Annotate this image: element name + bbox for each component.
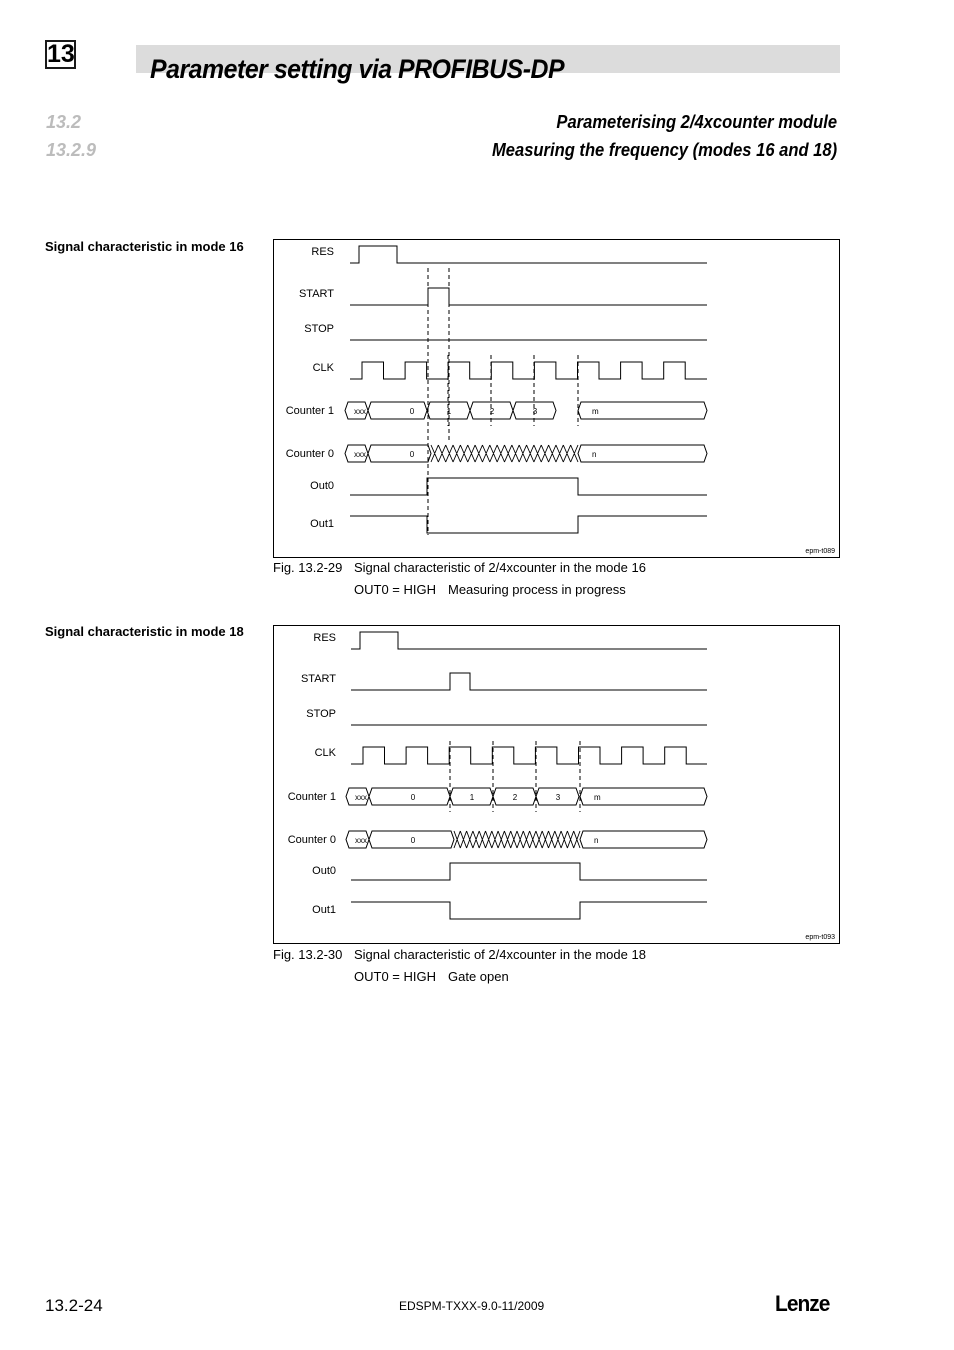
counter1-value: 2 xyxy=(512,793,518,802)
res-waveform xyxy=(350,246,707,263)
signal-label: Counter 1 xyxy=(287,791,336,803)
figure-note-text: Gate open xyxy=(448,969,509,984)
counter0-value: n xyxy=(594,836,599,845)
out0-waveform xyxy=(350,478,707,495)
out1-waveform xyxy=(351,902,707,919)
signal-label: STOP xyxy=(304,323,334,335)
signal-label: RES xyxy=(311,246,334,258)
counter0-value: 0 xyxy=(410,836,416,845)
chapter-number: 13 xyxy=(47,40,75,68)
signal-label: CLK xyxy=(314,747,336,759)
page-number: 13.2-24 xyxy=(45,1296,103,1315)
counter1-value: m xyxy=(592,407,599,416)
counter1-value: xxx xyxy=(355,793,367,802)
timing-diagram-svg xyxy=(274,240,841,559)
counter0-value: xxx xyxy=(355,836,367,845)
out1-waveform xyxy=(350,516,707,533)
counter0-bus xyxy=(578,445,707,462)
signal-label: Counter 0 xyxy=(285,448,334,460)
figure-caption-number: Fig. 13.2-30 xyxy=(273,947,343,962)
chapter-number-box xyxy=(45,40,76,69)
subsection-number: 13.2.9 xyxy=(46,140,97,160)
counter0-value: xxx xyxy=(354,450,366,459)
counter0-value: 0 xyxy=(409,450,415,459)
counter1-bus xyxy=(346,788,707,805)
timing-diagram xyxy=(273,625,840,944)
figure-note-label: OUT0 = HIGH xyxy=(354,582,436,597)
counter1-value: m xyxy=(594,793,601,802)
timing-diagram-svg xyxy=(274,626,841,945)
counter1-bus-segment xyxy=(368,402,427,419)
counter1-value: 3 xyxy=(532,407,538,416)
figure-caption-number: Fig. 13.2-29 xyxy=(273,560,343,575)
res-waveform xyxy=(351,632,707,649)
start-waveform xyxy=(351,673,707,690)
counter0-bus-segment xyxy=(578,445,707,462)
counter1-value: 0 xyxy=(409,407,415,416)
counter1-value: 0 xyxy=(410,793,416,802)
signal-label: CLK xyxy=(312,362,334,374)
figure-caption-text: Signal characteristic of 2/4xcounter in the mode 16 xyxy=(354,560,646,575)
figure-side-label: Signal characteristic in mode 18 xyxy=(45,624,244,639)
counter1-bus-segment xyxy=(369,788,450,805)
counter0-bus xyxy=(580,831,707,848)
brand-logo: Lenze xyxy=(775,1291,830,1316)
clk-waveform xyxy=(351,747,707,764)
section-number: 13.2 xyxy=(46,112,82,132)
clk-waveform xyxy=(350,362,707,379)
counter0-value: n xyxy=(592,450,597,459)
figure-side-label: Signal characteristic in mode 16 xyxy=(45,239,244,254)
signal-label: Counter 0 xyxy=(287,834,336,846)
figure-note-text: Measuring process in progress xyxy=(448,582,626,597)
image-code: epm-t093 xyxy=(805,934,835,941)
counter1-value: 3 xyxy=(555,793,561,802)
start-waveform xyxy=(350,288,707,305)
counter0-fast-count xyxy=(454,831,580,848)
counter1-value: 2 xyxy=(489,407,495,416)
signal-label: Out1 xyxy=(310,518,334,530)
figure-caption-text: Signal characteristic of 2/4xcounter in the mode 18 xyxy=(354,947,646,962)
image-code: epm-t089 xyxy=(805,548,835,555)
out0-waveform xyxy=(351,863,707,880)
counter1-value: 1 xyxy=(469,793,475,802)
counter0-bus-segment xyxy=(368,445,431,462)
signal-label: STOP xyxy=(306,708,336,720)
signal-label: Counter 1 xyxy=(285,405,334,417)
signal-label: Out0 xyxy=(310,480,334,492)
subsection-title: Measuring the frequency (modes 16 and 18) xyxy=(491,140,837,160)
signal-label: RES xyxy=(313,632,336,644)
counter1-bus xyxy=(345,402,707,419)
section-title: Parameterising 2/4xcounter module xyxy=(556,112,837,132)
figure-note-label: OUT0 = HIGH xyxy=(354,969,436,984)
signal-label: Out0 xyxy=(312,865,336,877)
signal-label: Out1 xyxy=(312,904,336,916)
counter0-bus-segment xyxy=(580,831,707,848)
counter0-fast-count xyxy=(431,445,578,462)
timing-diagram xyxy=(273,239,840,558)
page-title: Parameter setting via PROFIBUS-DP xyxy=(150,54,565,84)
document-id: EDSPM-TXXX-9.0-11/2009 xyxy=(399,1299,545,1313)
counter1-value: 1 xyxy=(446,407,452,416)
signal-label: START xyxy=(298,288,334,300)
signal-label: START xyxy=(300,673,336,685)
counter1-value: xxx xyxy=(354,407,366,416)
